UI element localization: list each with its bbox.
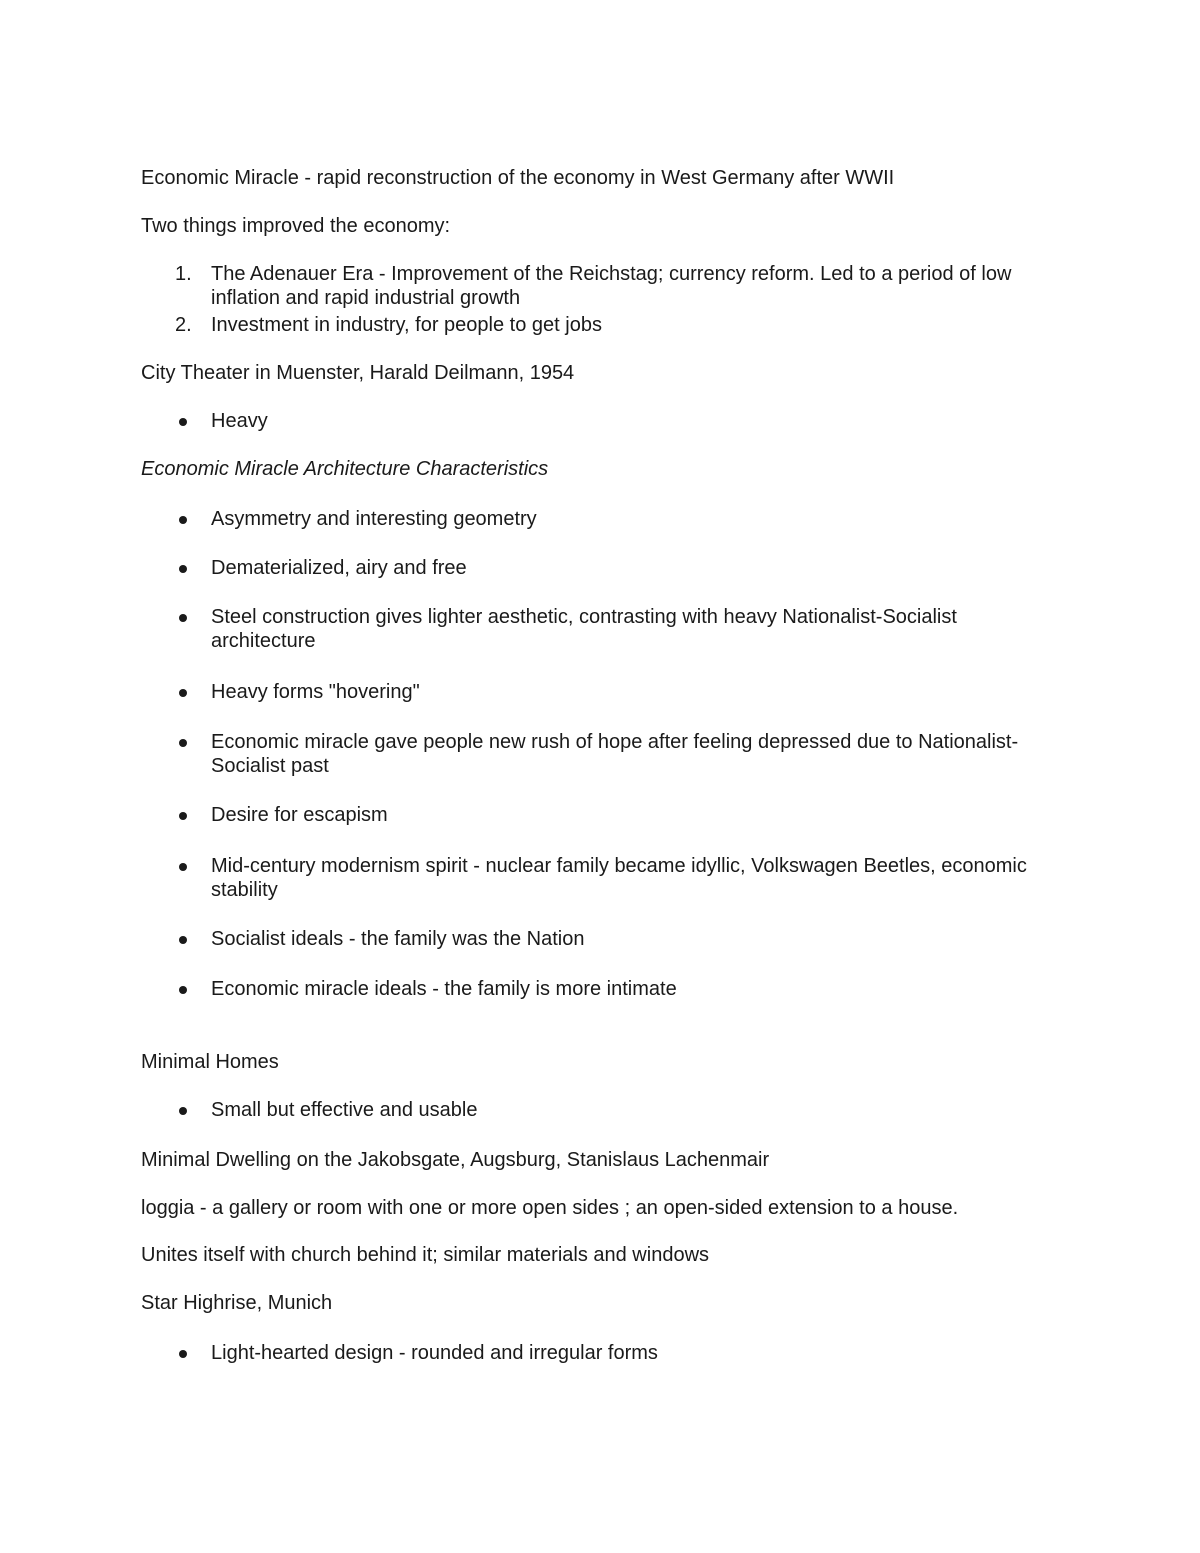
bullet-text: Heavy: [211, 410, 268, 432]
bullet-icon: [179, 986, 187, 994]
characteristics-heading: Economic Miracle Architecture Characteristics: [141, 458, 549, 480]
bullet-icon: [179, 1350, 187, 1358]
bullet-icon: [179, 614, 187, 622]
loggia-definition: loggia - a gallery or room with one or more open sides ; an open-sided extension to a house.: [141, 1197, 959, 1219]
bullet-text: Heavy forms "hovering": [211, 681, 420, 703]
bullet-icon: [179, 1107, 187, 1115]
bullet-icon: [179, 565, 187, 573]
bullet-text: Socialist ideals - the family was the Nation: [211, 928, 585, 950]
bullet-icon: [179, 739, 187, 747]
bullet-icon: [179, 936, 187, 944]
bullet-icon: [179, 863, 187, 871]
bullet-text: Asymmetry and interesting geometry: [211, 508, 537, 530]
list-number: 2.: [175, 314, 192, 336]
bullet-icon: [179, 418, 187, 426]
bullet-text: Small but effective and usable: [211, 1099, 478, 1121]
star-highrise-heading: Star Highrise, Munich: [141, 1292, 333, 1314]
list-item-text: Investment in industry, for people to get jobs: [211, 314, 602, 336]
bullet-icon: [179, 516, 187, 524]
list-item-text: The Adenauer Era - Improvement of the Reichstag; currency reform. Led to a period of low inflation and rapid industrial growth: [211, 263, 1012, 309]
bullet-icon: [179, 689, 187, 697]
list-number: 1.: [175, 263, 192, 285]
minimal-homes-heading: Minimal Homes: [141, 1051, 279, 1073]
bullet-icon: [179, 812, 187, 820]
bullet-text: Dematerialized, airy and free: [211, 557, 467, 579]
unites-note: Unites itself with church behind it; similar materials and windows: [141, 1244, 710, 1266]
bullet-text: Steel construction gives lighter aesthetic, contrasting with heavy Nationalist-Socialist architecture: [211, 606, 957, 652]
economic-miracle-definition: Economic Miracle - rapid reconstruction of the economy in West Germany after WWII: [141, 167, 895, 189]
two-things-intro: Two things improved the economy:: [141, 215, 451, 237]
minimal-dwelling-heading: Minimal Dwelling on the Jakobsgate, Augsburg, Stanislaus Lachenmair: [141, 1149, 770, 1171]
bullet-text: Mid-century modernism spirit - nuclear family became idyllic, Volkswagen Beetles, economic stability: [211, 855, 1027, 901]
bullet-text: Desire for escapism: [211, 804, 388, 826]
bullet-text: Light-hearted design - rounded and irregular forms: [211, 1342, 658, 1364]
bullet-text: Economic miracle ideals - the family is more intimate: [211, 978, 677, 1000]
bullet-text: Economic miracle gave people new rush of hope after feeling depressed due to Nationalist-Socialist past: [211, 731, 1019, 777]
city-theater-heading: City Theater in Muenster, Harald Deilmann, 1954: [141, 362, 575, 384]
